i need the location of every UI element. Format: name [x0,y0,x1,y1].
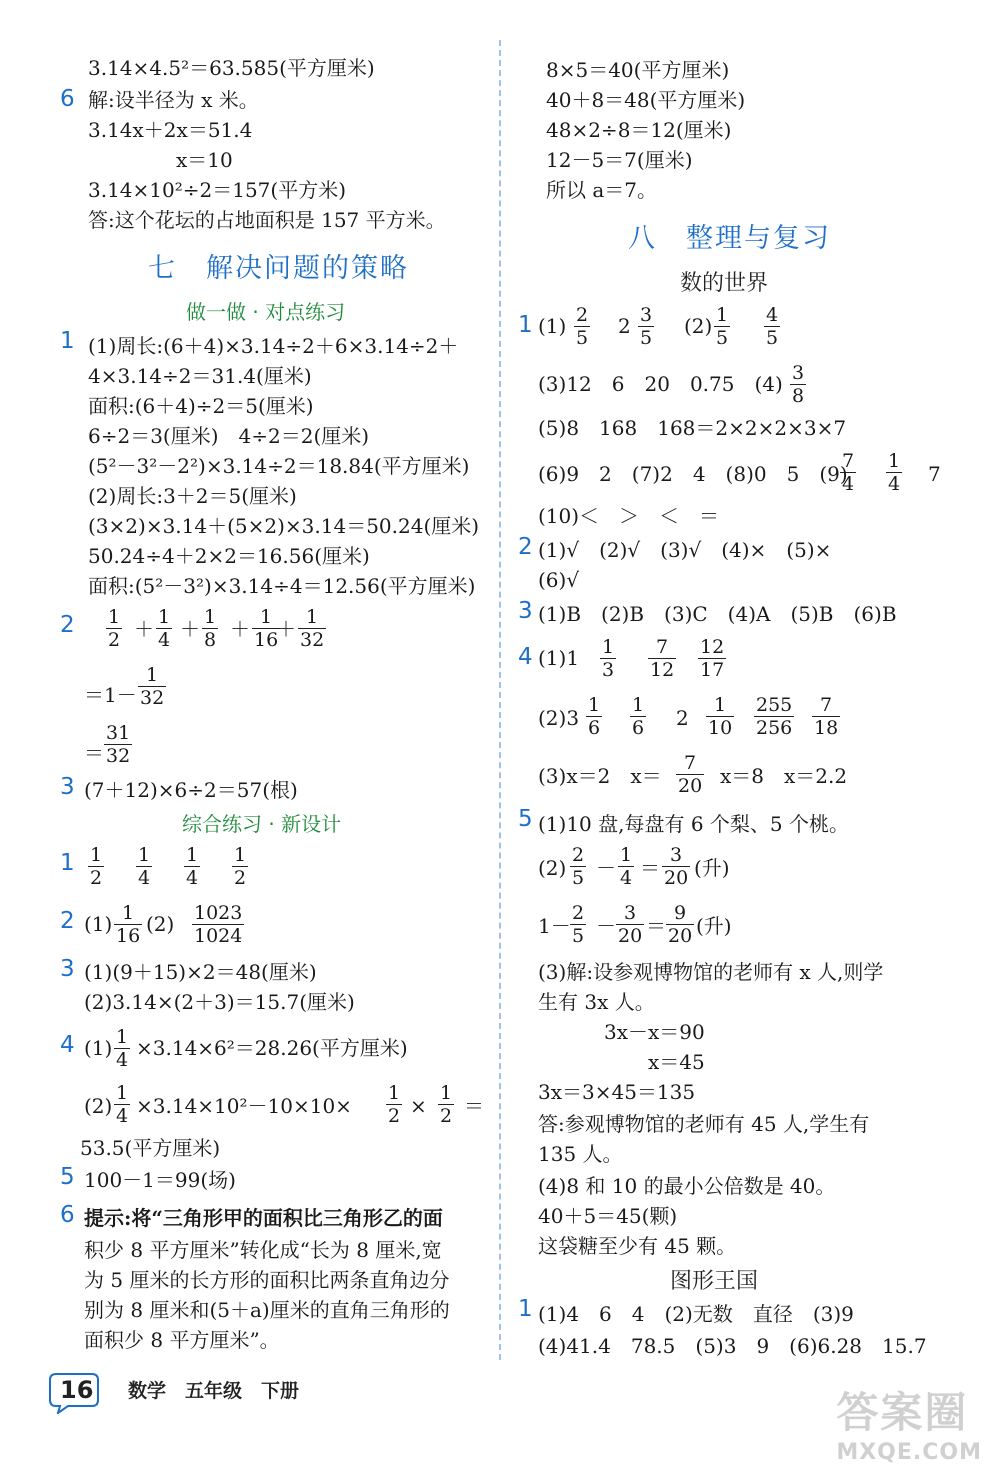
fraction [138,664,166,709]
question-number: 1 [518,1296,533,1322]
fraction [136,844,152,889]
line: (2) [84,1094,113,1118]
line: (3)x＝2 x＝ [538,764,662,788]
line: (1) [538,314,567,338]
denominator: 4 [186,867,199,889]
line: 6÷2＝3(厘米) 4÷2＝2(厘米) [88,424,370,448]
line: (5²－3²－2²)×3.14÷2＝18.84(平方厘米) [88,454,470,478]
line: 100－1＝99(场) [84,1168,236,1192]
line: (7＋12)×6÷2＝57(根) [84,778,298,802]
denominator: 4 [158,629,171,651]
fraction [88,844,104,889]
line: ×3.14×10²－10×10× [136,1094,352,1118]
fraction [574,304,590,349]
denominator: 4 [888,473,901,495]
fraction [114,1026,130,1071]
line: ＝ [640,856,660,880]
numerator: 1 [714,694,727,716]
watermark-url: MXQE.COM [836,1440,982,1465]
watermark-logo: 答案圈 [836,1388,969,1437]
line: ＝ [84,741,104,765]
denominator: 10 [708,717,733,739]
line: (3)12 6 20 0.75 (4) [538,372,783,396]
line: 面积少 8 平方厘米”。 [84,1328,280,1352]
line: 3.14x＋2x＝51.4 [88,118,253,142]
line: (2) [146,912,175,936]
line: 135 人。 [538,1142,623,1166]
line: 4×3.14÷2＝31.4(厘米) [88,364,312,388]
denominator: 2 [108,629,121,651]
fraction [616,902,644,947]
numerator: 1 [234,844,247,866]
fraction [676,752,704,797]
fraction [202,606,218,651]
line: 1－ [538,914,571,938]
line: － [596,856,616,880]
fraction [600,636,616,681]
denominator: 8 [204,629,217,651]
fraction [586,694,602,739]
numerator: 31 [106,722,131,744]
denominator: 17 [700,659,725,681]
line: 生有 3x 人。 [538,990,655,1014]
numerator: 3 [792,362,805,384]
denominator: 6 [632,717,645,739]
numerator: 1023 [194,902,243,924]
chapter-title: 八 整理与复习 [628,223,831,254]
numerator: 1 [588,694,601,716]
line: － [596,914,616,938]
operator: ＋ [180,617,200,641]
numerator: 1 [260,606,273,628]
line: (1) [84,1036,113,1060]
fraction [698,636,726,681]
page-number-badge [48,1370,100,1414]
fraction [638,304,654,349]
question-number: 5 [518,806,533,832]
numerator: 3 [670,844,683,866]
line: (4)41.4 78.5 (5)3 9 (6)6.28 15.7 [538,1334,927,1358]
fraction [662,844,690,889]
line: (1)1 [538,646,580,670]
line: 8×5＝40(平方厘米) [546,58,730,82]
fraction [618,844,634,889]
line: (6)9 2 (7)2 4 (8)0 5 (9) [538,462,848,486]
line: (4)8 和 10 的最小公倍数是 40。 [538,1174,836,1198]
numerator: 2 [572,902,585,924]
fraction [812,694,840,739]
fraction [790,362,806,407]
numerator: 1 [90,844,103,866]
numerator: 1 [388,1082,401,1104]
line: (1)(9＋15)×2＝48(厘米) [84,960,317,984]
line: 面积:(5²－3²)×3.14÷4＝12.56(平方厘米) [88,574,476,598]
line: 7 [928,462,941,486]
line: 为 5 厘米的长方形的面积比两条直角边分 [84,1268,450,1292]
numerator: 1 [440,1082,453,1104]
line: 3.14×10²÷2＝157(平方米) [88,178,347,202]
numerator: 1 [306,606,319,628]
denominator: 32 [300,629,325,651]
numerator: 1 [138,844,151,866]
fraction [114,1082,130,1127]
numerator: 7 [820,694,833,716]
question-number: 3 [60,956,75,982]
line: (1)周长:(6＋4)×3.14÷2＋6×3.14÷2＋ [88,334,459,358]
denominator: 20 [664,867,689,889]
operator: ＋ [134,617,154,641]
line: (10)＜ ＞ ＜ ＝ [538,504,720,528]
fraction [184,844,200,889]
fraction [106,606,122,651]
line: 提示:将“三角形甲的面积比三角形乙的面 [84,1206,443,1230]
question-number: 6 [60,1202,75,1228]
section-title: 图形王国 [670,1269,759,1294]
line: 40＋8＝48(平方厘米) [546,88,746,112]
line: (升) [694,856,730,880]
line: (2) [684,314,713,338]
fraction [298,606,326,651]
denominator: 5 [766,327,779,349]
page-number: 16 [60,1376,94,1404]
fraction [714,304,730,349]
line: 这袋糖至少有 45 颗。 [538,1234,737,1258]
denominator: 3 [602,659,615,681]
numerator: 3 [640,304,653,326]
numerator: 1 [632,694,645,716]
line: 面积:(6＋4)÷2＝5(厘米) [88,394,314,418]
denominator: 5 [576,327,589,349]
line: 解:设半径为 x 米。 [88,88,259,112]
line: (3×2)×3.14＋(5×2)×3.14＝50.24(厘米) [88,514,480,538]
fraction [114,902,142,947]
operator: ＋ [230,617,250,641]
numerator: 7 [684,752,697,774]
line: 所以 a＝7。 [546,178,658,202]
question-number: 3 [60,774,75,800]
denominator: 4 [842,473,855,495]
denominator: 5 [640,327,653,349]
denominator: 4 [116,1049,129,1071]
question-number: 1 [60,328,75,354]
denominator: 2 [440,1105,453,1127]
fraction [438,1082,454,1127]
denominator: 32 [106,745,131,767]
denominator: 1024 [194,925,243,947]
denominator: 12 [650,659,675,681]
line: ＝ [646,914,666,938]
line: 53.5(平方厘米) [80,1136,221,1160]
fraction [570,844,586,889]
numerator: 7 [656,636,669,658]
fraction [754,694,794,739]
line: 积少 8 平方厘米”转化成“长为 8 厘米,宽 [84,1238,442,1262]
section-title: 做一做 · 对点练习 [186,300,346,324]
fraction [232,844,248,889]
fraction [630,694,646,739]
numerator: 1 [116,1082,129,1104]
numerator: 1 [116,1026,129,1048]
question-number: 4 [518,644,533,670]
line: 3.14×4.5²＝63.585(平方厘米) [88,56,375,80]
denominator: 2 [234,867,247,889]
operator: ＋ [276,617,296,641]
line: ＝1－ [84,683,137,707]
numerator: 2 [572,844,585,866]
line: (6)√ [538,568,580,592]
numerator: 1 [146,664,159,686]
fraction [764,304,780,349]
question-number: 3 [518,598,533,624]
denominator: 6 [588,717,601,739]
numerator: 1 [204,606,217,628]
fraction [192,902,244,947]
denominator: 5 [572,925,585,947]
line: x＝8 x＝2.2 [720,764,848,788]
question-number: 5 [60,1164,75,1190]
line: 50.24÷4＋2×2＝16.56(厘米) [88,544,370,568]
numerator: 3 [624,902,637,924]
question-number: 6 [60,86,75,112]
numerator: 1 [716,304,729,326]
question-number: 4 [60,1032,75,1058]
denominator: 16 [254,629,279,651]
numerator: 9 [674,902,687,924]
line: ＝ [464,1094,484,1118]
numerator: 7 [842,450,855,472]
line: 12－5＝7(厘米) [546,148,693,172]
line: 2 [676,706,689,730]
fraction [666,902,694,947]
denominator: 8 [792,385,805,407]
denominator: 32 [140,687,165,709]
fraction [706,694,734,739]
line: ×3.14×6²＝28.26(平方厘米) [136,1036,408,1060]
denominator: 18 [814,717,839,739]
denominator: 16 [116,925,141,947]
fraction [570,902,586,947]
numerator: 1 [186,844,199,866]
denominator: 5 [572,867,585,889]
denominator: 20 [678,775,703,797]
question-number: 2 [60,612,75,638]
line: (1) [84,912,113,936]
denominator: 4 [138,867,151,889]
question-number: 2 [518,534,533,560]
line: (升) [696,914,732,938]
chapter-title: 七 解决问题的策略 [148,253,409,284]
line: (2)3 [538,706,580,730]
fraction [648,636,676,681]
line: 48×2÷8＝12(厘米) [546,118,732,142]
fraction [386,1082,402,1127]
line: 3x＝3×45＝135 [538,1080,696,1104]
numerator: 1 [620,844,633,866]
line: (3)解:设参观博物馆的老师有 x 人,则学 [538,960,884,984]
question-number: 1 [518,312,533,338]
numerator: 1 [122,902,135,924]
line: (1)√ (2)√ (3)√ (4)× (5)× [538,538,832,562]
denominator: 2 [388,1105,401,1127]
line: 答:这个花坛的占地面积是 157 平方米。 [88,208,446,232]
denominator: 20 [618,925,643,947]
column-divider [499,40,501,1360]
numerator: 12 [700,636,725,658]
line: x＝45 [648,1050,705,1074]
line: 40＋5＝45(颗) [538,1204,678,1228]
numerator: 4 [766,304,779,326]
numerator: 1 [602,636,615,658]
denominator: 20 [668,925,693,947]
line: (1)B (2)B (3)C (4)A (5)B (6)B [538,602,897,626]
fraction [840,450,856,495]
numerator: 1 [108,606,121,628]
watermark [836,1380,982,1465]
denominator: 256 [756,717,793,739]
section-title: 数的世界 [680,271,769,296]
line: (2)3.14×(2＋3)＝15.7(厘米) [84,990,355,1014]
section-title: 综合练习 · 新设计 [182,812,342,836]
line: 3x－x＝90 [604,1020,705,1044]
line: (1)4 6 4 (2)无数 直径 (3)9 [538,1302,854,1326]
denominator: 5 [716,327,729,349]
line: 别为 8 厘米和(5＋a)厘米的直角三角形的 [84,1298,450,1322]
line: (5)8 168 168＝2×2×2×3×7 [538,416,847,440]
numerator: 255 [756,694,793,716]
line: 答:参观博物馆的老师有 45 人,学生有 [538,1112,870,1136]
question-number: 1 [60,850,75,876]
fraction [886,450,902,495]
line: (2)周长:3＋2＝5(厘米) [88,484,297,508]
line: (1)10 盘,每盘有 6 个梨、5 个桃。 [538,812,850,836]
denominator: 4 [116,1105,129,1127]
numerator: 2 [576,304,589,326]
numerator: 1 [158,606,171,628]
numerator: 1 [888,450,901,472]
line: x＝10 [176,148,233,172]
line: (2) [538,856,567,880]
line: × [410,1094,427,1118]
operator: 2 [618,314,631,338]
denominator: 4 [620,867,633,889]
denominator: 2 [90,867,103,889]
fraction [104,722,132,767]
book-title: 数学 五年级 下册 [128,1380,300,1402]
question-number: 2 [60,908,75,934]
fraction [156,606,172,651]
